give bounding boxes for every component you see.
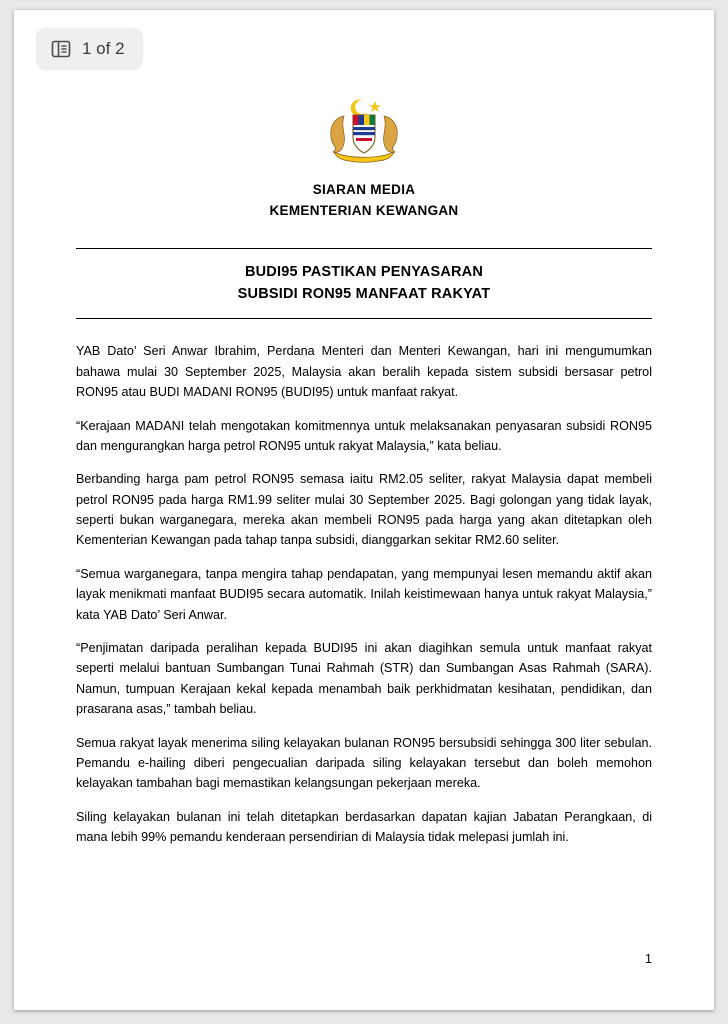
title-line-2: SUBSIDI RON95 MANFAAT RAKYAT [237, 285, 491, 302]
masthead [76, 180, 652, 222]
body-paragraph: YAB Dato’ Seri Anwar Ibrahim, Perdana Menteri dan Menteri Kewangan, hari ini mengumumkan bahawa mulai 30 September 2025, Malaysia akan beralih kepada sistem subsidi bersasar petrol RON95 atau BUDI MADANI RON95 (BUDI95) untuk manfaat rakyat. [76, 344, 652, 400]
body-paragraph: “Penjimatan daripada peralihan kepada BUDI95 ini akan diagihkan semula untuk manfaat rakyat seperti melalui bantuan Sumbangan Tunai Rahmah (STR) dan Sumbangan Asas Rahmah (SARA). Namun, tumpuan Kerajaan kekal kepada menambah baik perkhidmatan kesihatan, pendidikan, dan prasarana asas,” tambah beliau. [76, 641, 652, 717]
body-paragraph: Siling kelayakan bulanan ini telah ditetapkan berdasarkan dapatan kajian Jabatan Perangkaan, di mana lebih 99% pemandu kenderaan persendirian di Malaysia tidak melepasi jumlah ini. [76, 809, 652, 845]
page-number: 1 [645, 952, 652, 966]
body-paragraph: Berbanding harga pam petrol RON95 semasa iaitu RM2.05 seliter, rakyat Malaysia dapat membeli petrol RON95 pada harga RM1.99 seliter mulai 30 September 2025. Bagi golongan yang tidak layak, seperti bukan warganegara, mereka akan membeli RON95 pada harga yang akan ditetapkan oleh Kementerian Kewangan pada tahap tanpa subsidi, dianggarkan sekitar RM2.60 seliter. [76, 472, 652, 548]
body-paragraph: “Kerajaan MADANI telah mengotakan komitmennya untuk melaksanakan penyasaran subsidi RON95 dan mengurangkan harga petrol RON95 untuk rakyat Malaysia,” kata beliau. [76, 418, 652, 453]
document-title [76, 248, 652, 320]
page-indicator [36, 28, 143, 70]
page-indicator-label: 1 of 2 [82, 39, 125, 58]
pages-icon [50, 38, 72, 60]
title-line-1: BUDI95 PASTIKAN PENYASARAN [244, 263, 484, 280]
masthead-line-1: SIARAN MEDIA [312, 182, 416, 197]
body-paragraph: “Semua warganegara, tanpa mengira tahap pendapatan, yang mempunyai lesen memandu aktif akan layak menikmati manfaat BUDI95 secara automatik. Inilah keistimewaan hanya untuk rakyat Malaysia,” kata YAB Dato’ Seri Anwar. [76, 566, 652, 622]
document-page [14, 10, 714, 1010]
body-paragraph: Semua rakyat layak menerima siling kelayakan bulanan RON95 bersubsidi sehingga 300 liter sebulan. Pemandu e-hailing diberi pengecualian daripada siling kelayakan tersebut dan boleh memohon kelayakan tambahan bagi memastikan kelangsungan pekerjaan mereka. [76, 735, 652, 791]
coat-of-arms-icon [318, 96, 410, 164]
masthead-line-2: KEMENTERIAN KEWANGAN [269, 202, 459, 218]
